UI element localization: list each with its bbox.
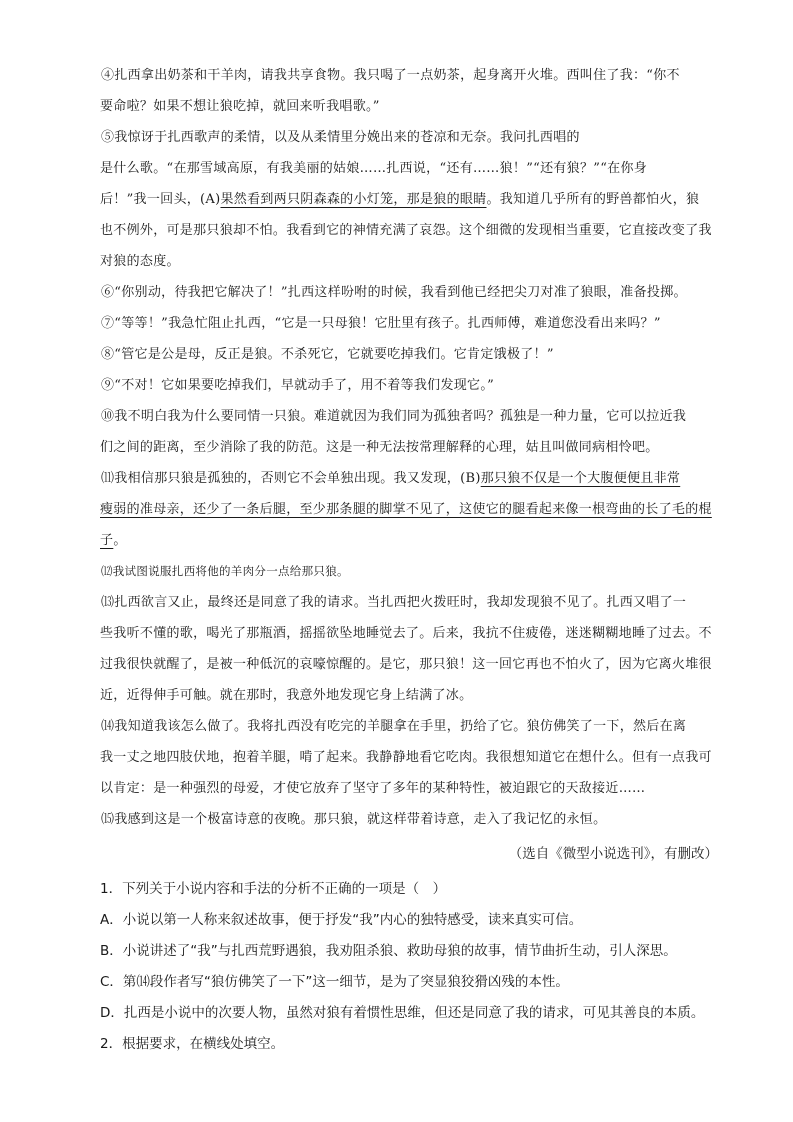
text-line: 后！”我一回头，(A) (100, 192, 221, 207)
text-line-row (100, 773, 720, 804)
text-line: ⑥“你别动，待我把它解决了！”扎西这样吩咐的时候，我看到他已经把尖刀对准了狼眼，准备投掷。 (101, 285, 687, 300)
paragraph-10 (100, 401, 720, 432)
question-2: 2．根据要求，在横线处填空。 (100, 1036, 285, 1052)
question-1: 1．下列关于小说内容和手法的分析不正确的一项是（ ） (100, 881, 447, 897)
text-line: 要命啦？如果不想让狼吃掉，就回来听我唱歌。” (100, 99, 380, 114)
text-line: 些我听不懂的歌，喝光了那瓶酒，摇摇欲坠地睡觉去了。后来，我抗不住疲倦，迷迷糊糊地睡了过去。不 (100, 626, 712, 641)
text-line: ⒁我知道我该怎么做了。我将扎西没有吃完的羊腿拿在手里，扔给了它。狼仿佛笑了一下，然后在离 (101, 719, 687, 734)
text-line: 。 (113, 533, 127, 548)
text-line-row (100, 525, 720, 556)
option-b: B．小说讲述了“我”与扎西荒野遇狼，我劝阻杀狼、救助母狼的故事，情节曲折生动，引人深思。 (100, 943, 677, 959)
text-line: ⑦“等等！”我急忙阻止扎西，“它是一只母狼！它肚里有孩子。扎西师傅，难道您没看出来吗？” (101, 316, 661, 331)
text-line-row (100, 246, 720, 277)
questions-section (100, 874, 730, 1060)
paragraph-8 (100, 339, 720, 370)
option-d: D．扎西是小说中的次要人物，虽然对狼有着惯性思维，但还是同意了我的请求，可见其善良的本质。 (100, 1005, 705, 1021)
text-line-row (100, 680, 720, 711)
paragraph-13 (100, 587, 720, 618)
text-line: 们之间的距离，至少消除了我的防范。这是一种无法按常理解释的心理，姑且叫做同病相怜吧。 (100, 440, 659, 455)
paragraph-6 (100, 277, 720, 308)
text-line: 也不例外，可是那只狼却不怕。我看到它的神情充满了哀怨。这个细微的发现相当重要，它直接改变了我 (100, 223, 712, 238)
text-line-row (100, 215, 720, 246)
text-line-row (100, 494, 720, 525)
paragraph-7 (100, 308, 720, 339)
text-line-row (100, 742, 720, 773)
text-line: ⑧“管它是公是母，反正是狼。不杀死它，它就要吃掉我们。它肯定饿极了！” (101, 347, 554, 362)
paragraph-11 (100, 463, 720, 494)
text-line-row (100, 649, 720, 680)
text-line: 以肯定：是一种强烈的母爱，才使它放弃了坚守了多年的某种特性，被迫跟它的天敌接近…… (100, 781, 646, 796)
paragraph-9 (100, 370, 720, 401)
text-line: ④扎西拿出奶茶和干羊肉，请我共享食物。我只喝了一点奶茶，起身离开火堆。西叫住了我：“你不 (101, 68, 680, 83)
underlined-sentence-b: 子 (100, 533, 114, 548)
text-line: ⒂我感到这是一个极富诗意的夜晚。那只狼，就这样带着诗意，走入了我记忆的永恒。 (101, 812, 607, 827)
text-line: ⑾我相信那只狼是孤独的，否则它不会单独出现。我又发现，(B) (101, 471, 481, 486)
text-line: ⑩我不明白我为什么要同情一只狼。难道就因为我们同为孤独者吗？孤独是一种力量，它可以拉近我 (101, 409, 687, 424)
underlined-sentence-b: 瘦弱的准母亲，还少了一条后腿，至少那条腿的脚掌不见了，这使它的腿看起来像一根弯曲的长了毛的棍 (100, 502, 712, 517)
underlined-sentence-a: 果然看到两只阴森森的小灯笼，那是狼的眼睛 (220, 192, 487, 207)
text-line-row (100, 153, 720, 184)
paragraph-12 (100, 556, 720, 587)
text-line: 过我很快就醒了，是被一种低沉的哀嚎惊醒的。是它，那只狼！这一回它再也不怕火了，因为它离火堆很 (100, 657, 712, 672)
story-text (100, 60, 720, 835)
paragraph-4 (100, 60, 720, 91)
text-line-row (100, 432, 720, 463)
text-line: 近，近得伸手可触。就在那时，我意外地发现它身上结满了冰。 (100, 688, 473, 703)
option-a: A．小说以第一人称来叙述故事，便于抒发“我”内心的独特感受，读来真实可信。 (100, 912, 583, 928)
paragraph-5 (100, 122, 720, 153)
paragraph-14 (100, 711, 720, 742)
text-line: 我一丈之地四肢伏地，抱着羊腿，啃了起来。我静静地看它吃肉。我很想知道它在想什么。但有一点我可 (100, 750, 712, 765)
text-line-row (100, 184, 720, 215)
paragraph-15 (100, 804, 720, 835)
text-line: ⑨“不对！它如果要吃掉我们，早就动手了，用不着等我们发现它。” (101, 378, 495, 393)
option-c: C．第⒁段作者写“狼仿佛笑了一下”这一细节，是为了突显狼狡猾凶残的本性。 (100, 974, 569, 990)
text-line: ⑿我试图说服扎西将他的羊肉分一点给那只狼。 (101, 564, 349, 578)
underlined-sentence-b: 那只狼不仅是一个大腹便便且非常 (480, 471, 681, 486)
text-line-row (100, 618, 720, 649)
text-line: 。我知道几乎所有的野兽都怕火，狼 (486, 192, 700, 207)
paragraph-4-cont (100, 91, 720, 122)
text-line: ⒀扎西欲言又止，最终还是同意了我的请求。当扎西把火拨旺时，我却发现狼不见了。扎西又唱了一 (101, 595, 687, 610)
text-line: 对狼的态度。 (100, 254, 180, 269)
text-line: 是什么歌。“在那雪域高原，有我美丽的姑娘……扎西说，“还有……狼！”“还有狼？”“在你身 (100, 161, 648, 176)
text-line: ⑤我惊讶于扎西歌声的柔情，以及从柔情里分娩出来的苍凉和无奈。我问扎西唱的 (101, 130, 580, 145)
source-citation: （选自《微型小说选刊》，有删改） (508, 846, 718, 862)
